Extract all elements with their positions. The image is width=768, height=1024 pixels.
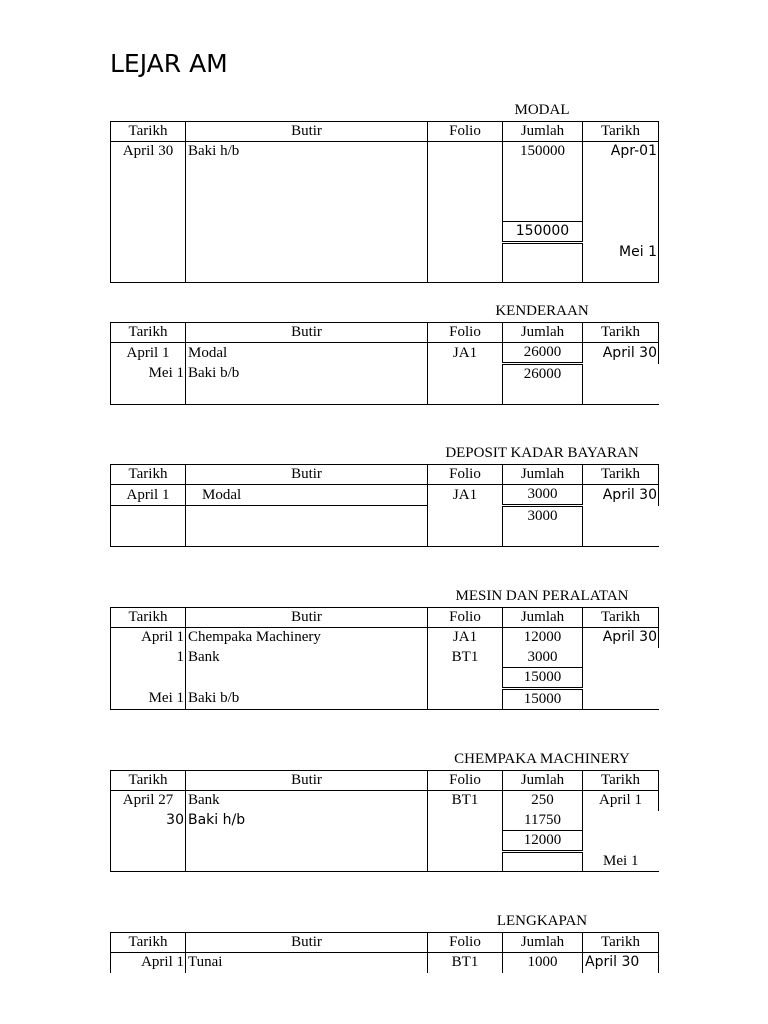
description-cell xyxy=(186,182,428,202)
folio-cell xyxy=(428,243,503,263)
date-cell: Mei 1 xyxy=(111,364,186,385)
folio-cell xyxy=(428,222,503,243)
header-jumlah: Jumlah xyxy=(503,771,583,791)
amount-cell: 250 xyxy=(503,791,583,811)
description-cell: Chempaka Machinery xyxy=(186,628,428,648)
header-tarikh-credit: Tarikh xyxy=(583,323,659,343)
ledger-row xyxy=(111,364,659,385)
ledger-table xyxy=(110,932,659,973)
amount-cell: 15000 xyxy=(503,689,583,710)
ledger-title: KENDERAAN xyxy=(495,303,589,319)
ledger-row xyxy=(111,811,659,831)
folio-cell xyxy=(428,384,503,404)
date-cell xyxy=(111,202,186,222)
ledger-row xyxy=(111,689,659,710)
description-cell xyxy=(186,384,428,404)
header-jumlah: Jumlah xyxy=(503,608,583,628)
credit-date-cell xyxy=(583,202,659,222)
ledger-row xyxy=(111,202,659,222)
amount-cell xyxy=(503,202,583,222)
amount-cell: 3000 xyxy=(503,648,583,668)
date-cell: April 1 xyxy=(111,953,186,973)
ledger-row xyxy=(111,791,659,811)
description-cell: Baki h/b xyxy=(186,811,428,831)
document-title: LEJAR AM xyxy=(110,49,228,78)
credit-date-cell: April 30 xyxy=(583,953,659,973)
amount-total-cell: 26000 xyxy=(503,343,583,364)
ledger-row xyxy=(111,243,659,263)
date-cell: April 1 xyxy=(111,343,186,364)
ledger-row xyxy=(111,343,659,364)
credit-date-cell: Mei 1 xyxy=(583,243,659,263)
credit-date-cell xyxy=(583,689,659,710)
header-tarikh: Tarikh xyxy=(111,122,186,142)
credit-date-cell: Mei 1 xyxy=(583,852,659,872)
credit-date-cell: April 30 xyxy=(583,485,659,506)
date-cell xyxy=(111,831,186,852)
description-cell xyxy=(186,243,428,263)
description-cell: Baki b/b xyxy=(186,689,428,710)
header-row xyxy=(111,465,659,485)
header-butir: Butir xyxy=(186,122,428,142)
folio-cell xyxy=(428,182,503,202)
credit-date-cell: April 30 xyxy=(583,343,659,364)
credit-date-cell: April 30 xyxy=(583,628,659,648)
amount-cell: 12000 xyxy=(503,628,583,648)
folio-cell xyxy=(428,263,503,283)
folio-cell xyxy=(428,202,503,222)
credit-date-cell xyxy=(583,364,659,385)
header-jumlah: Jumlah xyxy=(503,933,583,953)
date-cell xyxy=(111,243,186,263)
header-jumlah: Jumlah xyxy=(503,323,583,343)
header-tarikh-credit: Tarikh xyxy=(583,771,659,791)
ledger-table xyxy=(110,464,659,547)
description-cell xyxy=(186,852,428,872)
header-tarikh: Tarikh xyxy=(111,608,186,628)
description-cell: Bank xyxy=(186,791,428,811)
date-cell xyxy=(111,222,186,243)
credit-date-cell: Apr-01 xyxy=(583,142,659,162)
amount-cell: 11750 xyxy=(503,811,583,831)
description-cell: Bank xyxy=(186,648,428,668)
header-row xyxy=(111,122,659,142)
description-cell: Modal xyxy=(186,343,428,364)
date-cell: April 30 xyxy=(111,142,186,162)
credit-date-cell xyxy=(583,526,659,546)
header-butir: Butir xyxy=(186,323,428,343)
ledger-row xyxy=(111,263,659,283)
header-tarikh-credit: Tarikh xyxy=(583,608,659,628)
ledger-title: LENGKAPAN xyxy=(496,913,588,929)
header-tarikh-credit: Tarikh xyxy=(583,933,659,953)
header-jumlah: Jumlah xyxy=(503,465,583,485)
amount-cell xyxy=(503,384,583,404)
date-cell: April 27 xyxy=(111,791,186,811)
header-butir: Butir xyxy=(186,933,428,953)
date-cell xyxy=(111,263,186,283)
header-tarikh-credit: Tarikh xyxy=(583,465,659,485)
folio-cell xyxy=(428,142,503,162)
header-butir: Butir xyxy=(186,771,428,791)
ledger-row xyxy=(111,384,659,404)
amount-total-cell: 12000 xyxy=(503,831,583,852)
ledger-title: DEPOSIT KADAR BAYARAN xyxy=(445,445,639,461)
amount-cell xyxy=(503,162,583,182)
header-row xyxy=(111,933,659,953)
header-jumlah: Jumlah xyxy=(503,122,583,142)
description-cell xyxy=(186,202,428,222)
credit-date-cell xyxy=(583,182,659,202)
ledger-table xyxy=(110,607,659,710)
ledger-table xyxy=(110,121,659,283)
ledger-row xyxy=(111,648,659,668)
credit-date-cell xyxy=(583,384,659,404)
amount-cell xyxy=(503,182,583,202)
description-cell xyxy=(186,506,428,527)
header-folio: Folio xyxy=(428,122,503,142)
folio-cell: JA1 xyxy=(428,628,503,648)
amount-total-cell: 15000 xyxy=(503,668,583,689)
header-butir: Butir xyxy=(186,608,428,628)
date-cell xyxy=(111,182,186,202)
date-cell xyxy=(111,852,186,872)
date-cell: April 1 xyxy=(111,628,186,648)
credit-date-cell xyxy=(583,263,659,283)
folio-cell xyxy=(428,526,503,546)
date-cell: 1 xyxy=(111,648,186,668)
description-cell: Tunai xyxy=(186,953,428,973)
description-cell: Baki b/b xyxy=(186,364,428,385)
description-cell xyxy=(186,222,428,243)
ledger-row xyxy=(111,852,659,872)
amount-cell xyxy=(503,243,583,263)
header-row xyxy=(111,608,659,628)
date-cell xyxy=(111,162,186,182)
date-cell xyxy=(111,668,186,689)
description-cell xyxy=(186,162,428,182)
credit-date-cell xyxy=(583,831,659,852)
header-folio: Folio xyxy=(428,608,503,628)
date-cell: April 1 xyxy=(111,485,186,506)
credit-date-cell: April 1 xyxy=(583,791,659,811)
ledger-row xyxy=(111,222,659,243)
amount-cell: 3000 xyxy=(503,506,583,527)
amount-cell: 26000 xyxy=(503,364,583,385)
folio-cell: JA1 xyxy=(428,485,503,506)
folio-cell: JA1 xyxy=(428,343,503,364)
credit-date-cell xyxy=(583,668,659,689)
credit-date-cell xyxy=(583,648,659,668)
credit-date-cell xyxy=(583,506,659,527)
credit-date-cell xyxy=(583,222,659,243)
amount-cell xyxy=(503,263,583,283)
ledger-row xyxy=(111,162,659,182)
ledger-title: CHEMPAKA MACHINERY xyxy=(454,751,630,767)
description-cell: Baki h/b xyxy=(186,142,428,162)
ledger-row xyxy=(111,953,659,973)
ledger-row xyxy=(111,526,659,546)
header-butir: Butir xyxy=(186,465,428,485)
ledger-row xyxy=(111,668,659,689)
credit-date-cell xyxy=(583,811,659,831)
date-cell xyxy=(111,384,186,404)
header-tarikh: Tarikh xyxy=(111,323,186,343)
amount-cell: 150000 xyxy=(503,142,583,162)
date-cell: 30 xyxy=(111,811,186,831)
description-cell xyxy=(186,526,428,546)
amount-cell xyxy=(503,852,583,872)
header-tarikh-credit: Tarikh xyxy=(583,122,659,142)
date-cell xyxy=(111,506,186,527)
folio-cell xyxy=(428,689,503,710)
description-cell xyxy=(186,668,428,689)
credit-date-cell xyxy=(583,162,659,182)
folio-cell xyxy=(428,162,503,182)
ledger-table xyxy=(110,770,659,872)
folio-cell xyxy=(428,668,503,689)
amount-cell: 1000 xyxy=(503,953,583,973)
description-cell: Modal xyxy=(186,485,428,506)
folio-cell xyxy=(428,852,503,872)
amount-cell xyxy=(503,526,583,546)
amount-total-cell: 150000 xyxy=(503,222,583,243)
header-folio: Folio xyxy=(428,771,503,791)
ledger-row xyxy=(111,831,659,852)
ledger-row xyxy=(111,506,659,527)
description-cell xyxy=(186,263,428,283)
ledger-title: MODAL xyxy=(514,102,570,118)
header-tarikh: Tarikh xyxy=(111,465,186,485)
folio-cell: BT1 xyxy=(428,648,503,668)
folio-cell xyxy=(428,831,503,852)
description-cell xyxy=(186,831,428,852)
amount-total-cell: 3000 xyxy=(503,485,583,506)
folio-cell: BT1 xyxy=(428,953,503,973)
header-folio: Folio xyxy=(428,933,503,953)
header-row xyxy=(111,771,659,791)
header-folio: Folio xyxy=(428,323,503,343)
header-folio: Folio xyxy=(428,465,503,485)
folio-cell xyxy=(428,506,503,527)
ledger-row xyxy=(111,485,659,506)
header-tarikh: Tarikh xyxy=(111,933,186,953)
date-cell xyxy=(111,526,186,546)
date-cell: Mei 1 xyxy=(111,689,186,710)
ledger-row xyxy=(111,182,659,202)
ledger-table xyxy=(110,322,659,405)
folio-cell xyxy=(428,811,503,831)
ledger-row xyxy=(111,628,659,648)
header-row xyxy=(111,323,659,343)
ledger-row xyxy=(111,142,659,162)
folio-cell: BT1 xyxy=(428,791,503,811)
folio-cell xyxy=(428,364,503,385)
header-tarikh: Tarikh xyxy=(111,771,186,791)
ledger-title: MESIN DAN PERALATAN xyxy=(455,588,629,604)
